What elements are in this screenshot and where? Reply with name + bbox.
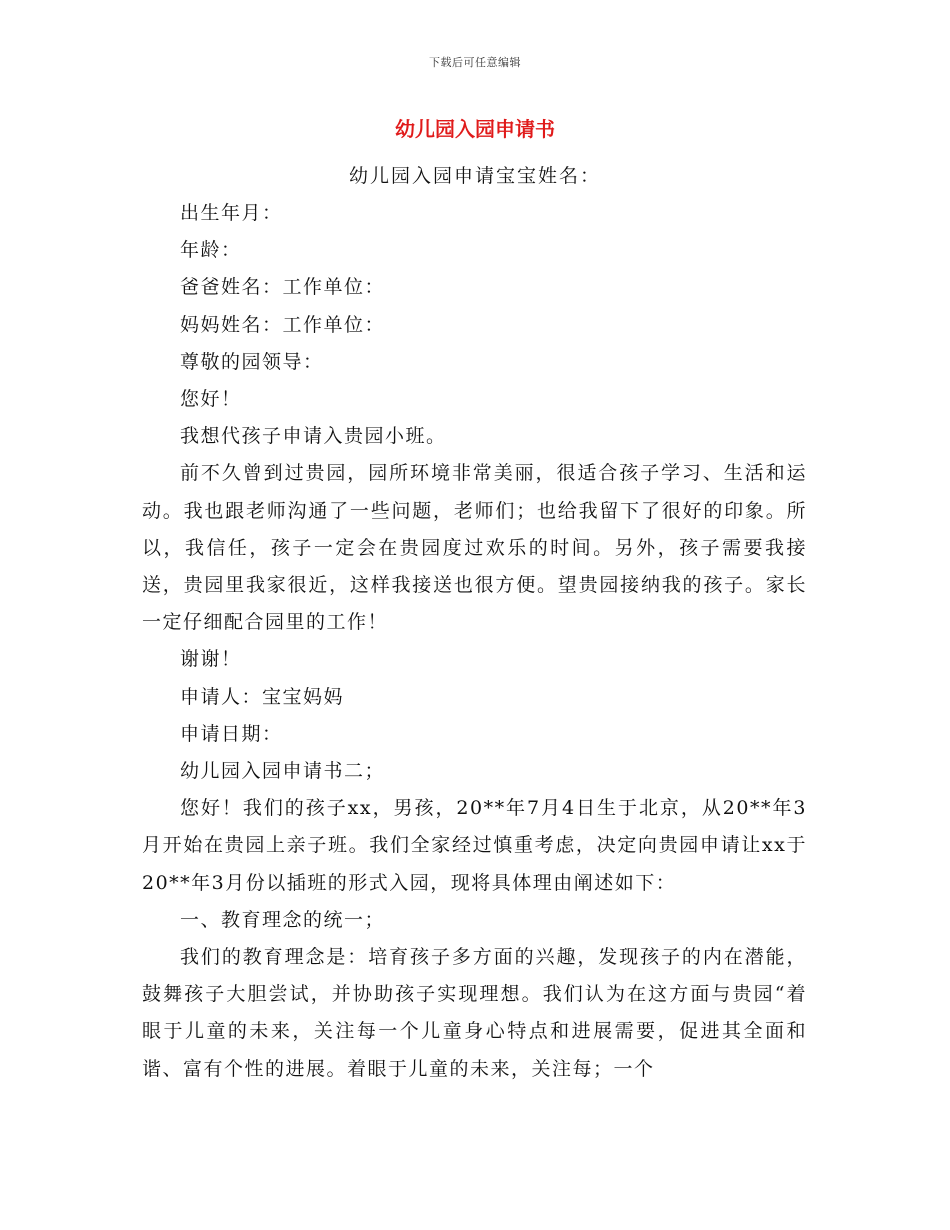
paragraph-birth-date: 出生年月：: [180, 202, 283, 224]
paragraph-greeting: 您好！: [180, 388, 242, 411]
paragraph-reason: 前不久曾到过贵园，园所环境非常美丽，很适合孩子学习、生活和运动。我也跟老师沟通了一些问题，老师们；也给我留下了很好的印象。所以，我信任，孩子一定会在贵园度过欢乐的时间。另外，孩子需要我接送，贵园里我家很近，这样我接送也很方便。望贵园接纳我的孩子。家长一定仔细配合园里的工作！: [142, 462, 807, 634]
header-note: 下载后可任意编辑: [429, 56, 521, 69]
paragraph-intro-two: 您好！我们的孩子xx，男孩，20**年7月4日生于北京，从20**年3月开始在贵园上亲子班。我们全家经过慎重考虑，决定向贵园申请让xx于20**年3月份以插班的形式入园，现将具体理由阐述如下：: [142, 797, 807, 894]
document-subtitle: 幼儿园入园申请宝宝姓名：: [348, 165, 601, 187]
paragraph-thanks: 谢谢！: [180, 648, 242, 671]
paragraph-request: 我想代孩子申请入贵园小班。: [180, 425, 447, 448]
paragraph-section-two-title: 幼儿园入园申请书二；: [180, 760, 386, 783]
paragraph-education-philosophy: 我们的教育理念是：培育孩子多方面的兴趣，发现孩子的内在潜能，鼓舞孩子大胆尝试，并协助孩子实现理想。我们认为在这方面与贵园“着眼于儿童的未来，关注每一个儿童身心特点和进展需要，促进其全面和谐、富有个性的进展。着眼于儿童的未来，关注每；一个: [142, 946, 807, 1080]
document-body: [142, 195, 807, 1088]
paragraph-father-info: 爸爸姓名：工作单位：: [180, 276, 386, 299]
paragraph-age: 年龄：: [180, 239, 242, 262]
document-title: 幼儿园入园申请书: [395, 117, 555, 141]
paragraph-application-date: 申请日期：: [180, 722, 283, 745]
paragraph-heading-one: 一、教育理念的统一；: [180, 908, 386, 931]
paragraph-applicant: 申请人：宝宝妈妈: [180, 685, 345, 708]
paragraph-mother-info: 妈妈姓名：工作单位：: [180, 313, 386, 336]
paragraph-salutation: 尊敬的园领导：: [180, 350, 324, 373]
